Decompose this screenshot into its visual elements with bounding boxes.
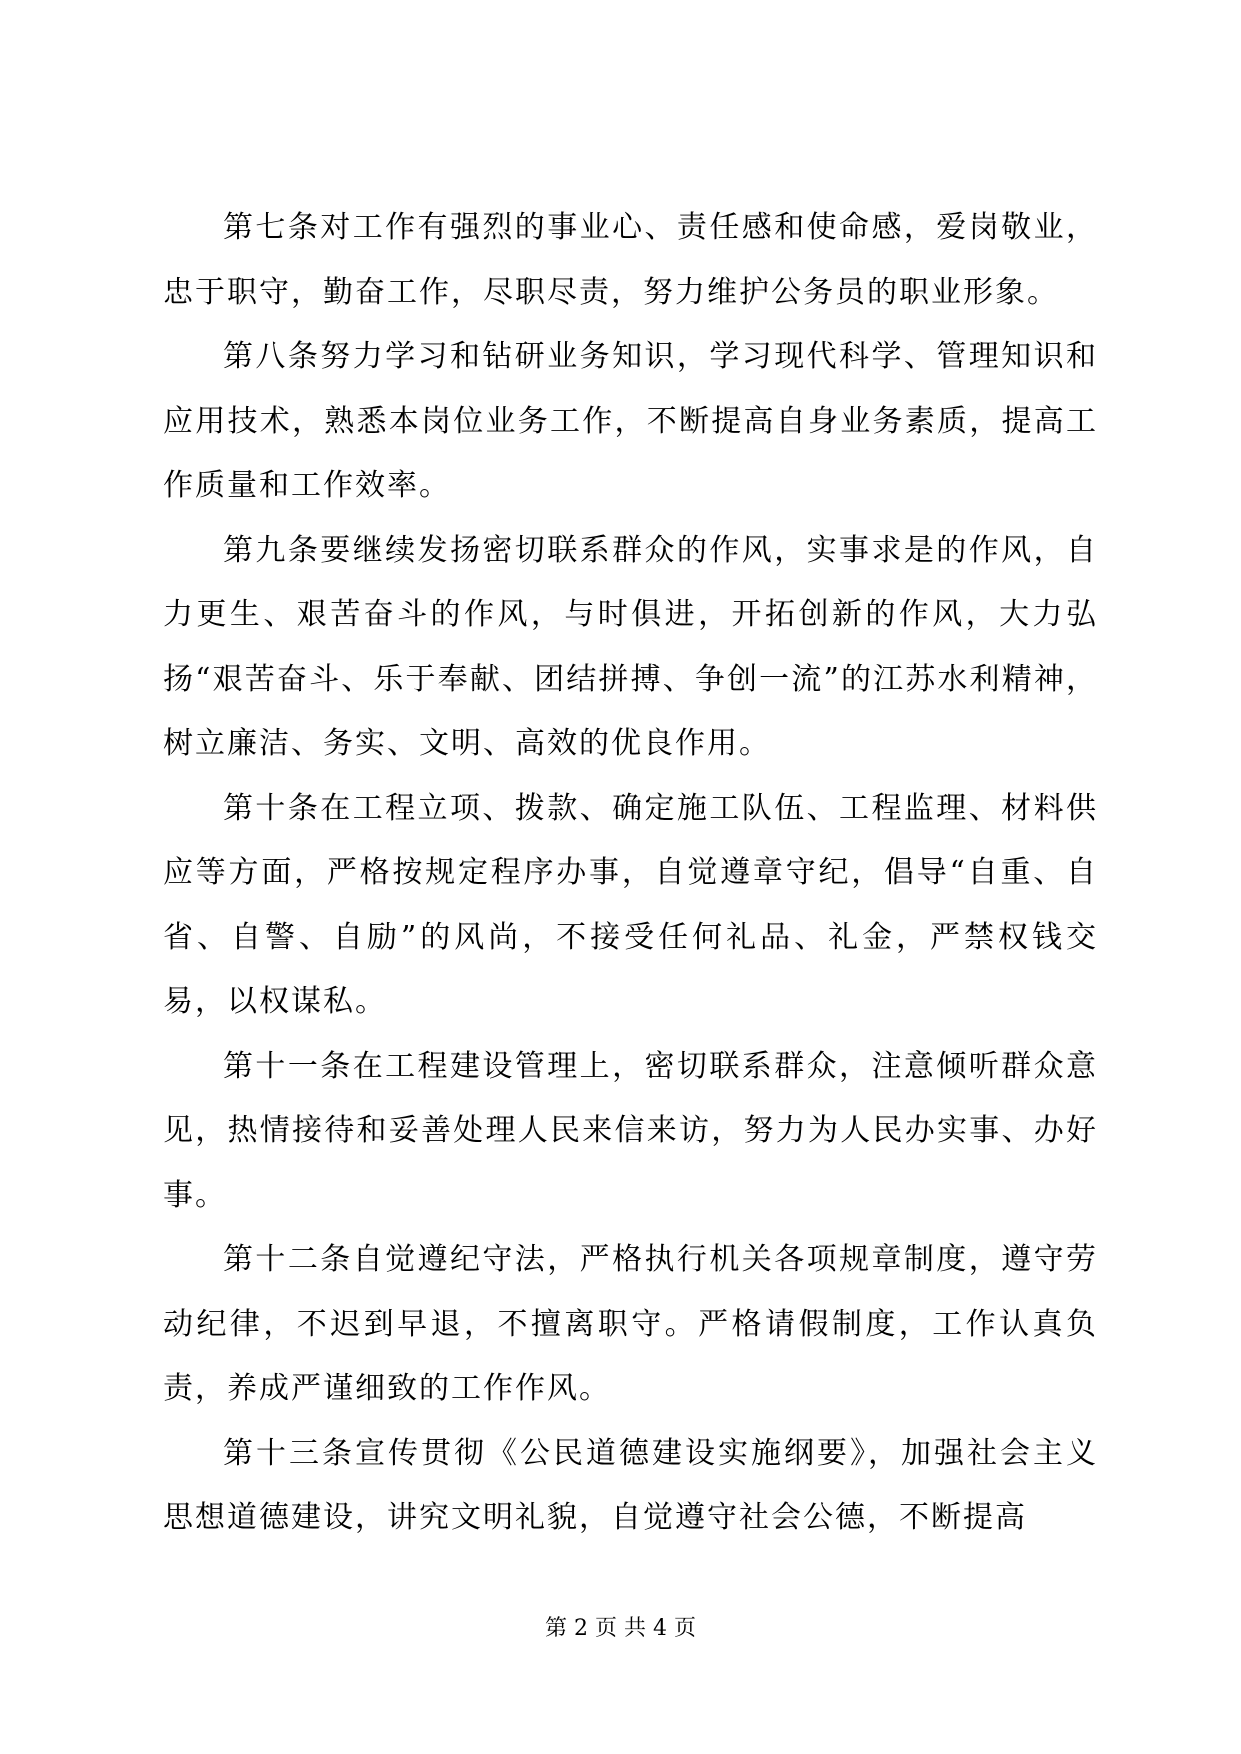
article-8-paragraph: 第八条努力学习和钻研业务知识，学习现代科学、管理知识和应用技术，熟悉本岗位业务工作，不断提高自身业务素质，提高工作质量和工作效率。	[163, 339, 1098, 503]
article-7-paragraph: 第七条对工作有强烈的事业心、责任感和使命感，爱岗敬业，忠于职守，勤奋工作，尽职尽责，努力维护公务员的职业形象。	[163, 210, 1098, 310]
page-footer: 第 2 页 共 4 页	[545, 1616, 696, 1641]
article-10-paragraph: 第十条在工程立项、拨款、确定施工队伍、工程监理、材料供应等方面，严格按规定程序办事，自觉遵章守纪，倡导“自重、自省、自警、自励”的风尚，不接受任何礼品、礼金，严禁权钱交易，以权谋私。	[163, 790, 1098, 1019]
document-body	[163, 196, 1098, 1551]
article-12-paragraph: 第十二条自觉遵纪守法，严格执行机关各项规章制度，遵守劳动纪律，不迟到早退，不擅离职守。严格请假制度，工作认真负责，养成严谨细致的工作作风。	[163, 1242, 1098, 1406]
article-9-paragraph: 第九条要继续发扬密切联系群众的作风，实事求是的作风，自力更生、艰苦奋斗的作风，与时俱进，开拓创新的作风，大力弘扬“艰苦奋斗、乐于奉献、团结拼搏、争创一流”的江苏水利精神，树立廉洁、务实、文明、高效的优良作用。	[163, 532, 1098, 761]
article-13-paragraph: 第十三条宣传贯彻《公民道德建设实施纲要》，加强社会主义思想道德建设，讲究文明礼貌，自觉遵守社会公德，不断提高	[163, 1435, 1098, 1535]
article-11-paragraph: 第十一条在工程建设管理上，密切联系群众，注意倾听群众意见，热情接待和妥善处理人民来信来访，努力为人民办实事、办好事。	[163, 1048, 1098, 1213]
